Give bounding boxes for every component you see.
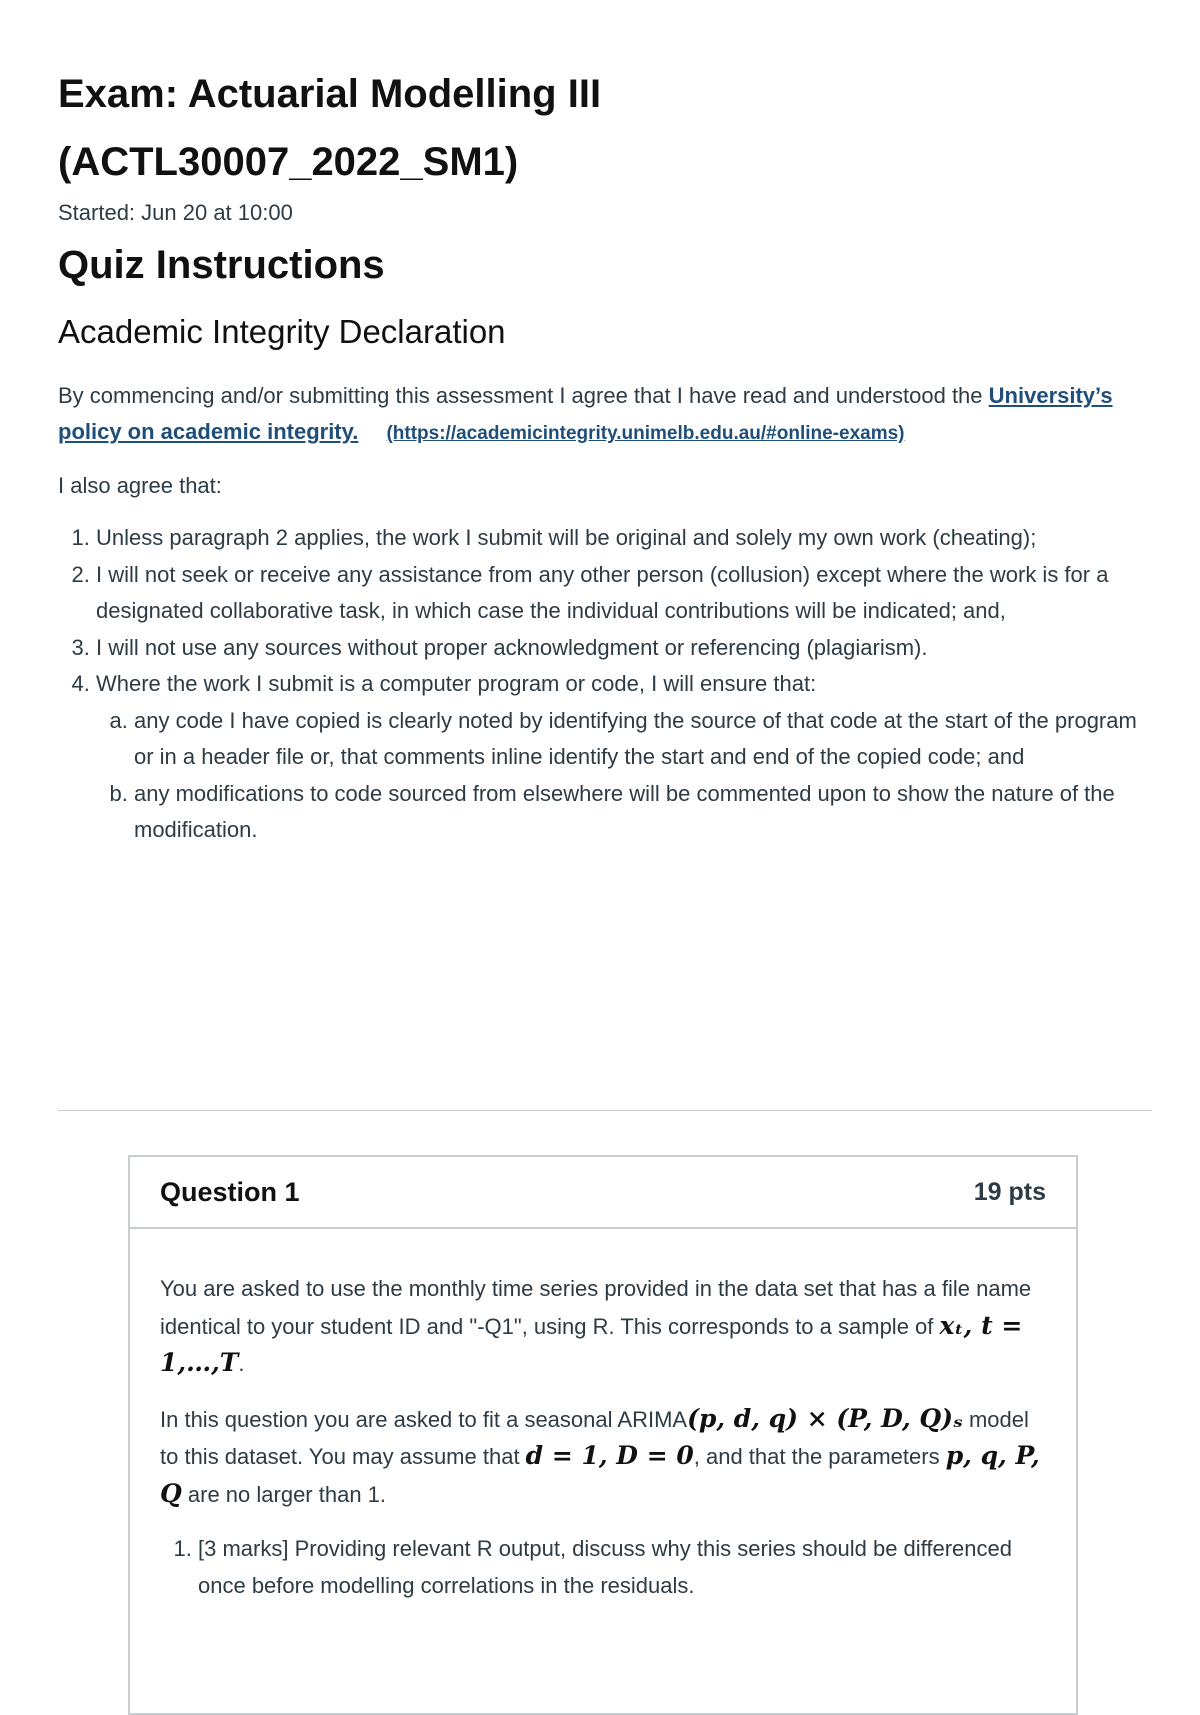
agree-intro: I also agree that: (58, 473, 222, 498)
integrity-list (58, 520, 1152, 849)
question-card (128, 1155, 1078, 1715)
question-text: model to this dataset. You may assume that (160, 1406, 1029, 1469)
started-timestamp: Started: Jun 20 at 10:00 (58, 200, 293, 225)
sub-list-item: a. any code I have copied is clearly noted by identifying the source of that code at the start of the program or in a header file or, that comments inline identify the start and end of the copied code; and (134, 703, 1152, 776)
question-points: 19 pts (973, 1177, 1046, 1206)
math-expression: (p, d, q) × (P, D, Q)ₛ (687, 1403, 963, 1433)
question-text: , and that the parameters (693, 1444, 946, 1469)
question-text: You are asked to use the monthly time series provided in the data set that has a file name identical to your student ID and "-Q1", using R. This corresponds to a sample of (160, 1276, 1032, 1339)
declaration-paragraph (58, 378, 1152, 452)
academic-integrity-heading: Academic Integrity Declaration (58, 313, 506, 350)
question-header (130, 1157, 1076, 1229)
list-item-text: Where the work I submit is a computer program or code, I will ensure that: (96, 671, 817, 696)
question-text: . (238, 1351, 245, 1376)
list-item: 1. Unless paragraph 2 applies, the work I submit will be original and solely my own work (cheating); (96, 520, 1152, 557)
question-paragraph-2 (160, 1401, 1046, 1514)
question-text: In this question you are asked to fit a seasonal ARIMA (160, 1406, 688, 1432)
question-body (130, 1229, 1076, 1604)
question-paragraph-1 (160, 1271, 1046, 1383)
question-parts-list (160, 1531, 1046, 1604)
policy-link[interactable]: University’s policy on academic integrity. (58, 383, 1113, 444)
section-divider (58, 1110, 1152, 1111)
declaration-text: By commencing and/or submitting this assessment I agree that I have read and understood the (58, 383, 983, 408)
list-item: 3. I will not use any sources without proper acknowledgment or referencing (plagiarism). (96, 630, 1152, 667)
code-sub-list (96, 703, 1152, 849)
exam-title: Exam: Actuarial Modelling III (ACTL30007_2022_SM1) (58, 72, 602, 184)
list-item (96, 666, 1152, 849)
math-expression: d = 1, D = 0 (525, 1441, 694, 1470)
math-expression: xₜ, t = 1,…,T (160, 1310, 1023, 1377)
list-item: 2. I will not seek or receive any assistance from any other person (collusion) except where the work is for a designated collaborative task, in which case the individual contributions will be indicated; and, (96, 557, 1152, 630)
question-part: 1. [3 marks] Providing relevant R output, discuss why this series should be differenced once before modelling correlations in the residuals. (198, 1531, 1046, 1604)
question-text: are no larger than 1. (181, 1481, 387, 1507)
math-expression: p, q, P, Q (160, 1441, 1040, 1508)
quiz-instructions-heading: Quiz Instructions (58, 243, 385, 287)
quiz-page (58, 60, 1152, 849)
policy-url-link[interactable]: (https://academicintegrity.unimelb.edu.au/#online-exams) (386, 423, 905, 444)
sub-list-item: b. any modifications to code sourced from elsewhere will be commented upon to show the nature of the modification. (134, 776, 1152, 849)
question-title: Question 1 (160, 1176, 300, 1207)
